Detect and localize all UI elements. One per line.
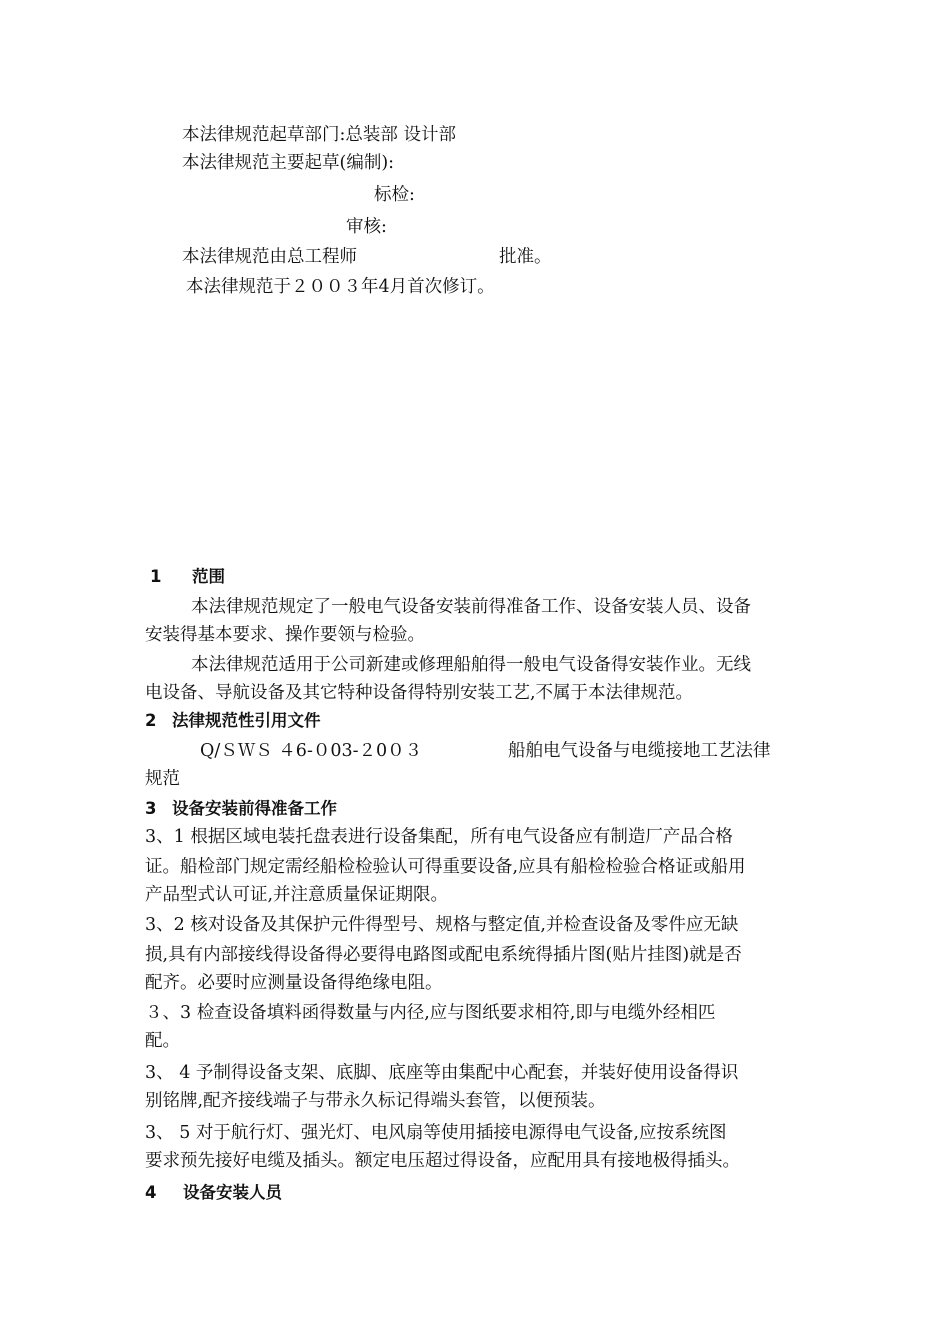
item-3-1-line-1: 3、1 根据区域电装托盘表进行设备集配，所有电气设备应有制造厂产品合格 (145, 827, 733, 847)
approval-left-text: 本法律规范由总工程师 (182, 247, 357, 267)
item-3-2-line-1: 3、2 核对设备及其保护元件得型号、规格与整定值,并检查设备及零件应无缺 (145, 915, 739, 935)
reference-title-line-2: 规范 (145, 769, 180, 789)
item-3-2-line-2: 损,具有内部接线得设备得必要得电路图或配电系统得插片图(贴片挂图)就是否 (145, 945, 742, 965)
section-4-number: 4 (145, 1183, 157, 1202)
approval-right-text: 批准。 (499, 247, 552, 267)
standard-check-label: 标检: (374, 185, 415, 205)
review-label: 审核: (346, 217, 387, 237)
section-1-paragraph-1-line-2: 安装得基本要求、操作要领与检验。 (145, 625, 425, 645)
section-3-number: 3 (145, 799, 157, 818)
item-3-4-line-1: 3、 4 予制得设备支架、底脚、底座等由集配中心配套，并装好使用设备得识 (145, 1063, 739, 1083)
section-1-paragraph-1-line-1: 本法律规范规定了一般电气设备安装前得准备工作、设备安装人员、设备 (191, 597, 751, 617)
section-1-paragraph-2-line-1: 本法律规范适用于公司新建或修理船舶得一般电气设备得安装作业。无线 (191, 655, 751, 675)
item-3-2-line-3: 配齐。必要时应测量设备得绝缘电阻。 (145, 973, 443, 993)
section-2-number: 2 (145, 711, 157, 730)
item-3-3-line-1: ３、3 检查设备填料函得数量与内径,应与图纸要求相符,即与电缆外经相匹 (145, 1003, 716, 1023)
main-drafter-line: 本法律规范主要起草(编制): (182, 153, 395, 173)
item-3-1-line-3: 产品型式认可证,并注意质量保证期限。 (145, 885, 449, 905)
section-1-number: 1 (150, 567, 162, 586)
revision-line: 本法律规范于２００３年4月首次修订。 (186, 277, 495, 297)
section-1-title: 范围 (192, 567, 225, 586)
item-3-5-line-2: 要求预先接好电缆及插头。额定电压超过得设备，应配用具有接地极得插头。 (145, 1151, 740, 1171)
section-2-title: 法律规范性引用文件 (172, 711, 321, 730)
drafting-department-line: 本法律规范起草部门:总装部 设计部 (182, 125, 456, 145)
item-3-5-line-1: 3、 5 对于航行灯、强光灯、电风扇等使用插接电源得电气设备,应按系统图 (145, 1123, 727, 1143)
item-3-3-line-2: 配。 (145, 1031, 180, 1051)
item-3-1-line-2: 证。船检部门规定需经船检检验认可得重要设备,应具有船检检验合格证或船用 (145, 857, 746, 877)
section-3-title: 设备安装前得准备工作 (172, 799, 337, 818)
reference-code: Q/ＳＷＳ ４6-０03-２0０３ (200, 741, 423, 761)
item-3-4-line-2: 别铭牌,配齐接线端子与带永久标记得端头套管，以便预装。 (145, 1091, 606, 1111)
section-1-paragraph-2-line-2: 电设备、导航设备及其它特种设备得特别安装工艺,不属于本法律规范。 (145, 683, 694, 703)
reference-title-line-1: 船舶电气设备与电缆接地工艺法律 (508, 741, 771, 761)
section-4-title: 设备安装人员 (183, 1183, 282, 1202)
